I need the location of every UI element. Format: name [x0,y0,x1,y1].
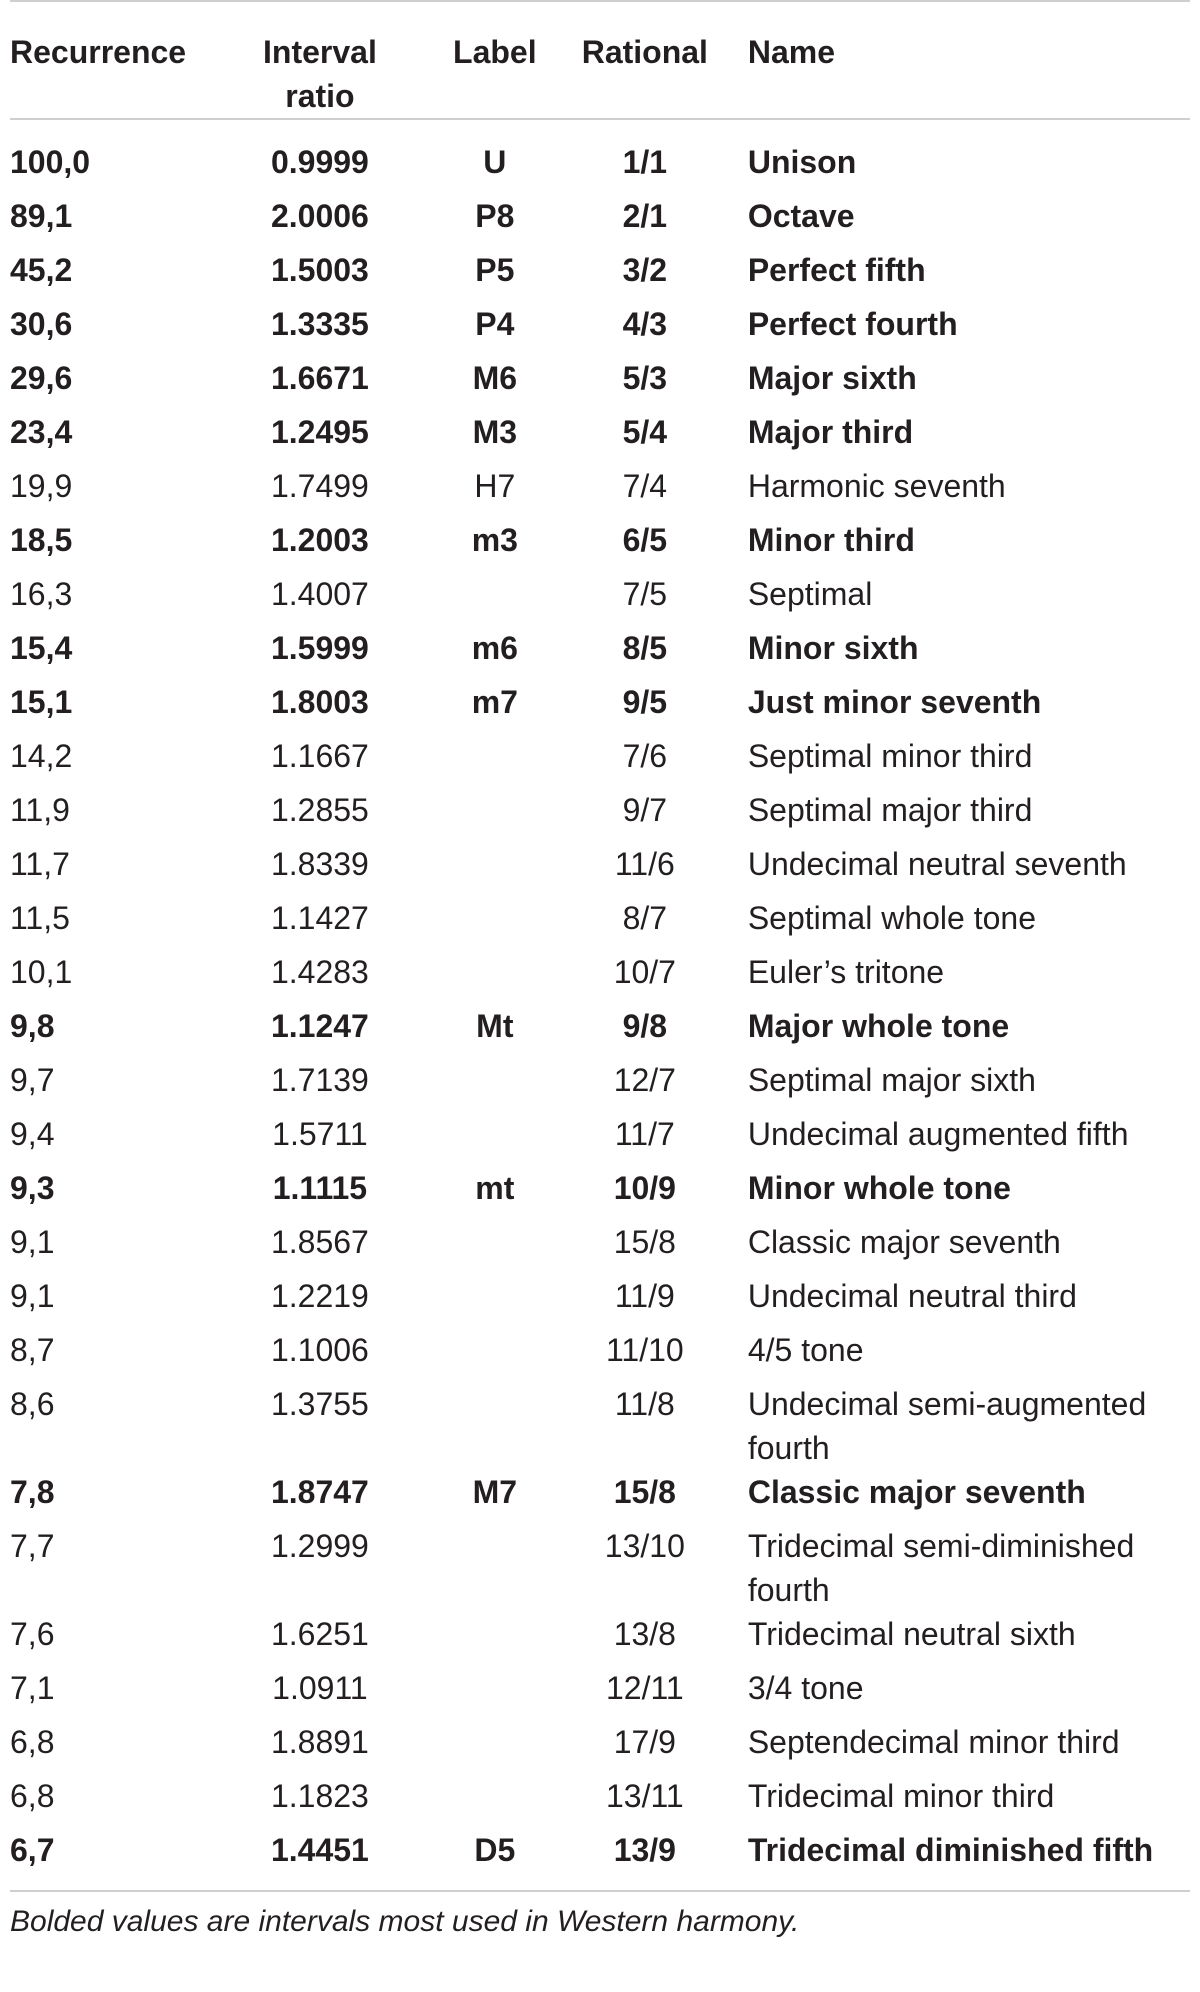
cell-label [425,1666,565,1720]
cell-name: Undecimal neutral seventh [747,846,1127,882]
header-interval-ratio: Interval ratio [215,1,425,119]
cell-recurrence: 7,7 [10,1528,55,1564]
cell-label: P8 [475,198,515,234]
cell-name: Minor sixth [747,630,919,666]
table-row [10,1612,1190,1666]
cell-name: Just minor seventh [747,684,1042,720]
cell-name: Septendecimal minor third [747,1724,1120,1760]
table-row [10,119,1190,194]
cell-label [425,1274,565,1328]
cell-recurrence: 15,1 [10,684,73,720]
cell-recurrence: 6,7 [10,1832,55,1868]
cell-label: P4 [475,306,515,342]
cell-recurrence: 9,3 [10,1170,55,1206]
cell-label [425,1612,565,1666]
header-row [10,1,1190,119]
cell-interval-ratio: 1.4007 [270,576,369,612]
cell-rational: 9/7 [622,792,668,828]
cell-recurrence: 23,4 [10,414,73,450]
cell-name: Major whole tone [747,1008,1010,1044]
cell-interval-ratio: 1.6251 [270,1616,369,1652]
cell-interval-ratio: 1.3755 [270,1386,369,1422]
cell-interval-ratio: 1.8567 [270,1224,369,1260]
table-row [10,572,1190,626]
cell-recurrence: 10,1 [10,954,73,990]
header-label: Label [425,1,565,119]
cell-name: 4/5 tone [747,1332,864,1368]
cell-rational: 11/7 [614,1116,675,1152]
table-row [10,1470,1190,1524]
cell-name: Septimal [747,576,873,612]
cell-rational: 4/3 [622,306,668,342]
table-row [10,1058,1190,1112]
cell-recurrence: 9,1 [10,1224,55,1260]
table-row [10,1220,1190,1274]
cell-interval-ratio: 1.1247 [270,1008,369,1044]
cell-name: Septimal minor third [747,738,1033,774]
table-row [10,1274,1190,1328]
table-footer [10,1891,1190,1954]
footnote: Bolded values are intervals most used in Western harmony. [10,1891,1190,1954]
table-row [10,464,1190,518]
cell-recurrence: 6,8 [10,1778,55,1814]
cell-name: Tridecimal diminished fifth [747,1832,1154,1868]
cell-rational: 1/1 [622,144,668,180]
cell-recurrence: 14,2 [10,738,73,774]
cell-name: Octave [747,198,855,234]
cell-name: Septimal major sixth [747,1062,1036,1098]
cell-recurrence: 89,1 [10,198,73,234]
cell-name: Minor third [747,522,915,558]
cell-label [425,1220,565,1274]
cell-label: m7 [471,684,518,720]
cell-recurrence: 8,7 [10,1332,55,1368]
cell-interval-ratio: 1.8747 [270,1474,369,1510]
cell-recurrence: 8,6 [10,1386,55,1422]
cell-rational: 3/2 [622,252,668,288]
cell-recurrence: 7,1 [10,1670,55,1706]
cell-interval-ratio: 1.1823 [270,1778,369,1814]
cell-recurrence: 29,6 [10,360,73,396]
cell-rational: 15/8 [613,1224,676,1260]
table-row [10,680,1190,734]
cell-interval-ratio: 1.1667 [270,738,369,774]
cell-name: Harmonic seventh [747,468,1006,504]
table-row [10,734,1190,788]
cell-interval-ratio: 1.3335 [270,306,369,342]
table-header [10,1,1190,119]
cell-recurrence: 11,7 [10,846,70,882]
cell-recurrence: 9,1 [10,1278,55,1314]
cell-recurrence: 16,3 [10,576,73,612]
cell-interval-ratio: 1.0911 [272,1670,368,1706]
cell-name: Septimal major third [747,792,1033,828]
cell-name: Classic major seventh [747,1224,1061,1260]
header-recurrence: Recurrence [10,1,215,119]
cell-rational: 12/7 [613,1062,676,1098]
cell-label [425,788,565,842]
cell-label [425,1524,565,1612]
header-rational: Rational [565,1,725,119]
table-row [10,1828,1190,1891]
cell-rational: 13/11 [605,1778,684,1814]
cell-label [425,896,565,950]
cell-name: Perfect fourth [747,306,958,342]
cell-rational: 7/6 [622,738,668,774]
table-row [10,518,1190,572]
cell-recurrence: 15,4 [10,630,73,666]
cell-label: U [483,144,507,180]
cell-interval-ratio: 1.5003 [270,252,369,288]
cell-recurrence: 9,4 [10,1116,55,1152]
cell-rational: 9/5 [622,684,668,720]
cell-label: P5 [475,252,515,288]
cell-interval-ratio: 1.4283 [270,954,369,990]
cell-interval-ratio: 1.2003 [270,522,369,558]
cell-rational: 5/3 [622,360,668,396]
cell-rational: 6/5 [622,522,668,558]
table-row [10,302,1190,356]
cell-rational: 2/1 [622,198,668,234]
cell-name: Undecimal augmented fifth [747,1116,1129,1152]
cell-rational: 10/7 [613,954,676,990]
cell-recurrence: 9,8 [10,1008,55,1044]
cell-recurrence: 19,9 [10,468,73,504]
cell-label: M7 [472,1474,518,1510]
cell-rational: 7/5 [622,576,668,612]
cell-name: Tridecimal minor third [747,1778,1055,1814]
cell-name: Unison [747,144,857,180]
cell-recurrence: 9,7 [10,1062,55,1098]
cell-rational: 9/8 [622,1008,668,1044]
table-row [10,626,1190,680]
cell-name: Tridecimal semi-diminished fourth [747,1528,1135,1608]
table-row [10,1112,1190,1166]
cell-interval-ratio: 1.4451 [270,1832,369,1868]
cell-label: Mt [476,1008,514,1044]
cell-rational: 13/10 [604,1528,685,1564]
cell-interval-ratio: 1.5711 [272,1116,368,1152]
cell-label: m6 [471,630,518,666]
cell-name: Major sixth [747,360,917,396]
table-row [10,1004,1190,1058]
cell-interval-ratio: 1.7139 [270,1062,369,1098]
table-row [10,410,1190,464]
cell-name: Perfect fifth [747,252,926,288]
cell-recurrence: 7,8 [10,1474,55,1510]
cell-name: 3/4 tone [747,1670,864,1706]
cell-interval-ratio: 1.1427 [270,900,369,936]
cell-name: Classic major seventh [747,1474,1086,1510]
cell-recurrence: 30,6 [10,306,73,342]
cell-label: m3 [471,522,518,558]
cell-recurrence: 7,6 [10,1616,55,1652]
cell-label: M6 [472,360,518,396]
table-row [10,1166,1190,1220]
footnote-row [10,1891,1190,1954]
cell-recurrence: 11,5 [10,900,70,936]
cell-interval-ratio: 1.2219 [270,1278,369,1314]
cell-label: mt [475,1170,515,1206]
cell-interval-ratio: 1.8339 [270,846,369,882]
table-row [10,1720,1190,1774]
cell-interval-ratio: 2.0006 [270,198,369,234]
cell-interval-ratio: 1.1115 [272,1170,368,1206]
cell-rational: 11/9 [614,1278,675,1314]
cell-name: Tridecimal neutral sixth [747,1616,1076,1652]
cell-label [425,1774,565,1828]
table-row [10,194,1190,248]
cell-name: Undecimal semi-augmented fourth [747,1386,1147,1466]
cell-rational: 13/9 [613,1832,676,1868]
cell-label [425,950,565,1004]
table-row [10,788,1190,842]
cell-rational: 12/11 [605,1670,684,1706]
cell-recurrence: 6,8 [10,1724,55,1760]
cell-label [425,734,565,788]
cell-interval-ratio: 1.6671 [270,360,369,396]
cell-rational: 8/5 [622,630,668,666]
cell-label [425,1058,565,1112]
cell-label: M3 [472,414,518,450]
table-row [10,842,1190,896]
cell-name: Undecimal neutral third [747,1278,1077,1314]
cell-interval-ratio: 1.5999 [270,630,369,666]
cell-recurrence: 18,5 [10,522,73,558]
cell-name: Euler’s tritone [747,954,945,990]
cell-rational: 11/10 [605,1332,684,1368]
cell-label [425,1720,565,1774]
cell-label: H7 [474,468,516,504]
cell-rational: 17/9 [613,1724,676,1760]
cell-interval-ratio: 1.2855 [270,792,369,828]
cell-interval-ratio: 0.9999 [270,144,369,180]
cell-interval-ratio: 1.2999 [270,1528,369,1564]
cell-rational: 11/6 [614,846,675,882]
cell-label: D5 [474,1832,516,1868]
table-row [10,1666,1190,1720]
cell-label [425,842,565,896]
cell-interval-ratio: 1.1006 [270,1332,369,1368]
cell-label [425,1328,565,1382]
cell-interval-ratio: 1.7499 [270,468,369,504]
cell-rational: 10/9 [613,1170,676,1206]
cell-interval-ratio: 1.8003 [270,684,369,720]
cell-rational: 5/4 [622,414,668,450]
cell-name: Minor whole tone [747,1170,1011,1206]
table-row [10,1524,1190,1612]
table-row [10,1774,1190,1828]
cell-rational: 11/8 [614,1386,675,1422]
cell-recurrence: 100,0 [10,144,91,180]
table-row [10,356,1190,410]
intervals-table [10,0,1190,1954]
cell-name: Septimal whole tone [747,900,1036,936]
cell-interval-ratio: 1.8891 [270,1724,369,1760]
header-name: Name [725,1,1190,119]
cell-interval-ratio: 1.2495 [270,414,369,450]
cell-rational: 7/4 [622,468,668,504]
table-row [10,896,1190,950]
table-body [10,119,1190,1891]
cell-label [425,1112,565,1166]
cell-label [425,1382,565,1470]
cell-name: Major third [747,414,914,450]
table-row [10,1328,1190,1382]
cell-rational: 8/7 [622,900,668,936]
table-row [10,248,1190,302]
cell-recurrence: 45,2 [10,252,73,288]
cell-label [425,572,565,626]
cell-rational: 13/8 [613,1616,676,1652]
table-row [10,1382,1190,1470]
cell-recurrence: 11,9 [10,792,70,828]
table-row [10,950,1190,1004]
cell-rational: 15/8 [613,1474,676,1510]
